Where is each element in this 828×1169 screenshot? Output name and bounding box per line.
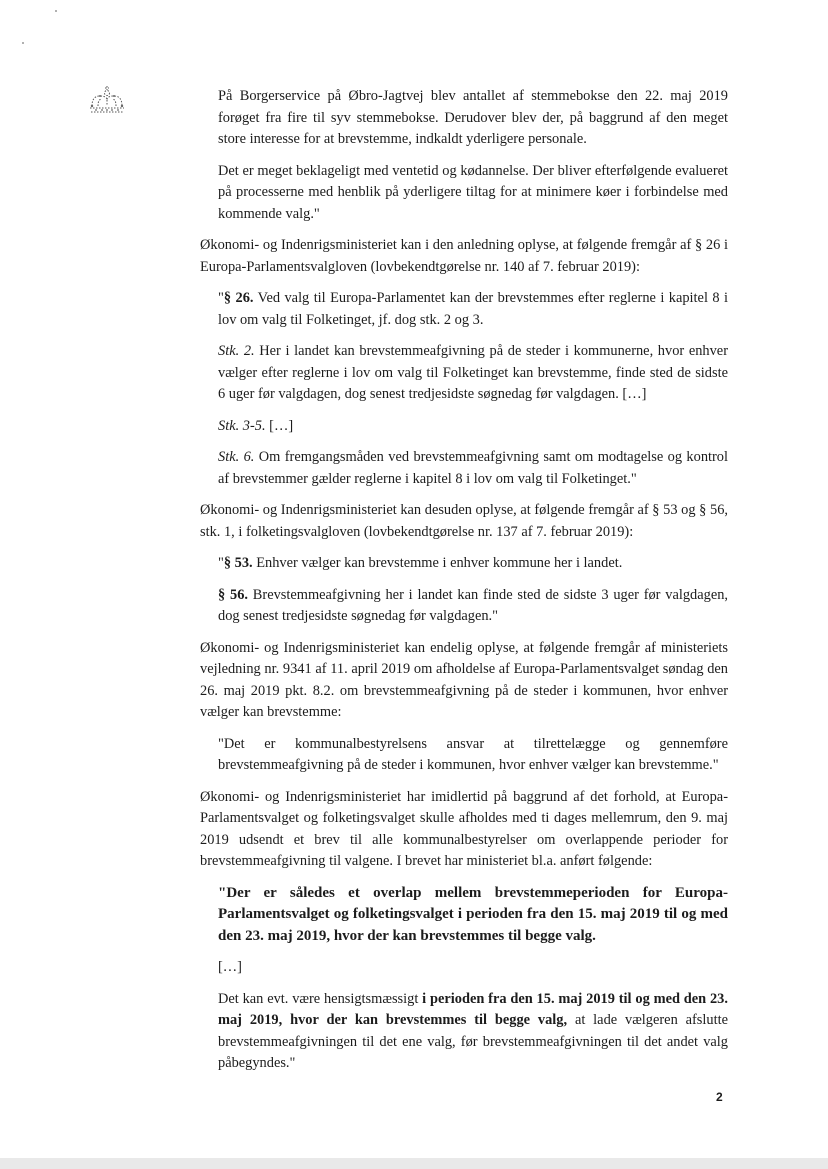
text-segment: Stk. 3-5. xyxy=(218,417,266,434)
page-number: 2 xyxy=(716,1090,723,1104)
text-segment: Her i landet kan brevstemmeafgivning på de steder i kommunerne, hvor enhver vælger efter reglerne i lov om valg til Folketinget kan brevstemme, finde sted de sidste 6 uger før valgdagen, dog senest tredjesidste søgnedag før valgdagen. […] xyxy=(218,343,728,402)
text-segment: På Borgerservice på Øbro-Jagtvej blev antallet af stemmebokse den 22. maj 2019 forøget fra fire til syv stemmebokse. Derudover blev der, på baggrund af den meget store interesse for at brevstemme, indkaldt yderligere personale. xyxy=(218,88,728,147)
scan-bottom-edge xyxy=(0,1158,828,1169)
paragraph-p14 xyxy=(218,883,728,948)
text-segment: § 26. xyxy=(223,290,254,306)
text-segment: Det er meget beklageligt med ventetid og kødannelse. Der bliver efterfølgende evalueret på processerne med henblik på yderligere tiltag for at minimere køer i forbindelse med kommende valg." xyxy=(218,162,728,222)
paragraph-p5 xyxy=(218,341,728,406)
text-segment: Stk. 2. xyxy=(218,343,255,359)
paragraph-p8 xyxy=(200,500,728,543)
text-segment: […] xyxy=(218,959,242,975)
paragraph-p6 xyxy=(218,416,728,438)
text-segment: Enhver vælger kan brevstemme i enhver kommune her i landet. xyxy=(252,555,623,571)
text-segment: Det kan evt. være hensigtsmæssigt xyxy=(218,990,423,1007)
paragraph-p11 xyxy=(200,638,728,724)
paragraph-p3 xyxy=(200,235,728,278)
text-segment: Stk. 6. xyxy=(218,449,255,465)
paragraph-p16 xyxy=(218,989,728,1075)
text-segment: § 53. xyxy=(223,555,253,571)
text-segment: […] xyxy=(265,417,294,434)
text-segment: § 56. xyxy=(218,586,248,603)
text-segment: " xyxy=(218,290,224,306)
text-segment: Økonomi- og Indenrigsministeriet kan i den anledning oplyse, at følgende fremgår af § 26 i Europa-Parlamentsvalgloven (lovbekendtgørelse nr. 140 af 7. februar 2019): xyxy=(200,237,728,275)
text-segment: Økonomi- og Indenrigsministeriet kan desuden oplyse, at følgende fremgår af § 53 og § 56, stk. 1, i folketingsvalgloven (lovbekendtgørelse nr. 137 af 7. februar 2019): xyxy=(200,502,728,540)
paragraph-p10 xyxy=(218,585,728,628)
text-segment: "Der er således et overlap mellem brevstemmeperioden for Europa-Parlamentsvalget og folketingsvalget i perioden fra den 15. maj 2019 til og med den 23. maj 2019, hvor der kan brevstemmes til begge valg. xyxy=(218,884,728,944)
text-segment: Ved valg til Europa-Parlamentet kan der brevstemmes efter reglerne i kapitel 8 i lov om valg til Folketinget, jf. dog stk. 2 og 3. xyxy=(218,290,728,328)
text-segment: at lade vælgeren afslutte brevstemmeafgivningen til det ene valg, før brevstemmeafgivningen til det andet valg påbegyndes." xyxy=(218,1012,728,1071)
text-segment: Brevstemmeafgivning her i landet kan finde sted de sidste 3 uger før valgdagen, dog senest tredjesidste søgnedag før valgdagen." xyxy=(218,586,729,624)
royal-crown-crest-icon xyxy=(86,84,128,118)
text-segment: Økonomi- og Indenrigsministeriet har imidlertid på baggrund af det forhold, at Europa-Parlamentsvalget og folketingsvalget skulle afholdes med ti dages mellemrum, den 9. maj 2019 udsendt et brev til alle kommunalbestyrelser om overlappende perioder for brevstemmeafgivning til valgene. I brevet har ministeriet bl.a. anført følgende: xyxy=(200,788,728,869)
text-segment: " xyxy=(218,555,224,571)
paragraph-p7 xyxy=(218,447,728,490)
scan-speck xyxy=(55,10,57,12)
paragraph-p1 xyxy=(218,86,728,151)
text-segment: Økonomi- og Indenrigsministeriet kan endelig oplyse, at følgende fremgår af ministeriets vejledning nr. 9341 af 11. april 2019 om afholdelse af Europa-Parlamentsvalget søndag den 26. maj 2019 pkt. 8.2. om brevstemmeafgivning på de steder i kommunen, hvor enhver vælger kan brevstemme: xyxy=(200,639,728,720)
text-segment: Om fremgangsmåden ved brevstemmeafgivning samt om modtagelse og kontrol af brevstemmer gælder reglerne i kapitel 8 i lov om valg til Folketinget." xyxy=(218,449,728,487)
paragraph-p15 xyxy=(218,957,728,979)
paragraph-p9 xyxy=(218,553,728,575)
paragraph-p4 xyxy=(218,288,728,331)
paragraph-p2 xyxy=(218,161,728,226)
scan-speck xyxy=(22,42,24,44)
paragraph-p13 xyxy=(200,787,728,873)
paragraph-p12 xyxy=(218,734,728,777)
text-segment: "Det er kommunalbestyrelsens ansvar at tilrettelægge og gennemføre brevstemmeafgivning på de steder i kommunen, hvor enhver vælger kan brevstemme." xyxy=(218,735,728,773)
text-segment: i perioden fra den 15. maj 2019 til og med den 23. maj 2019, hvor der kan brevstemmes til begge valg, xyxy=(218,990,728,1028)
letter-body xyxy=(200,86,728,1085)
